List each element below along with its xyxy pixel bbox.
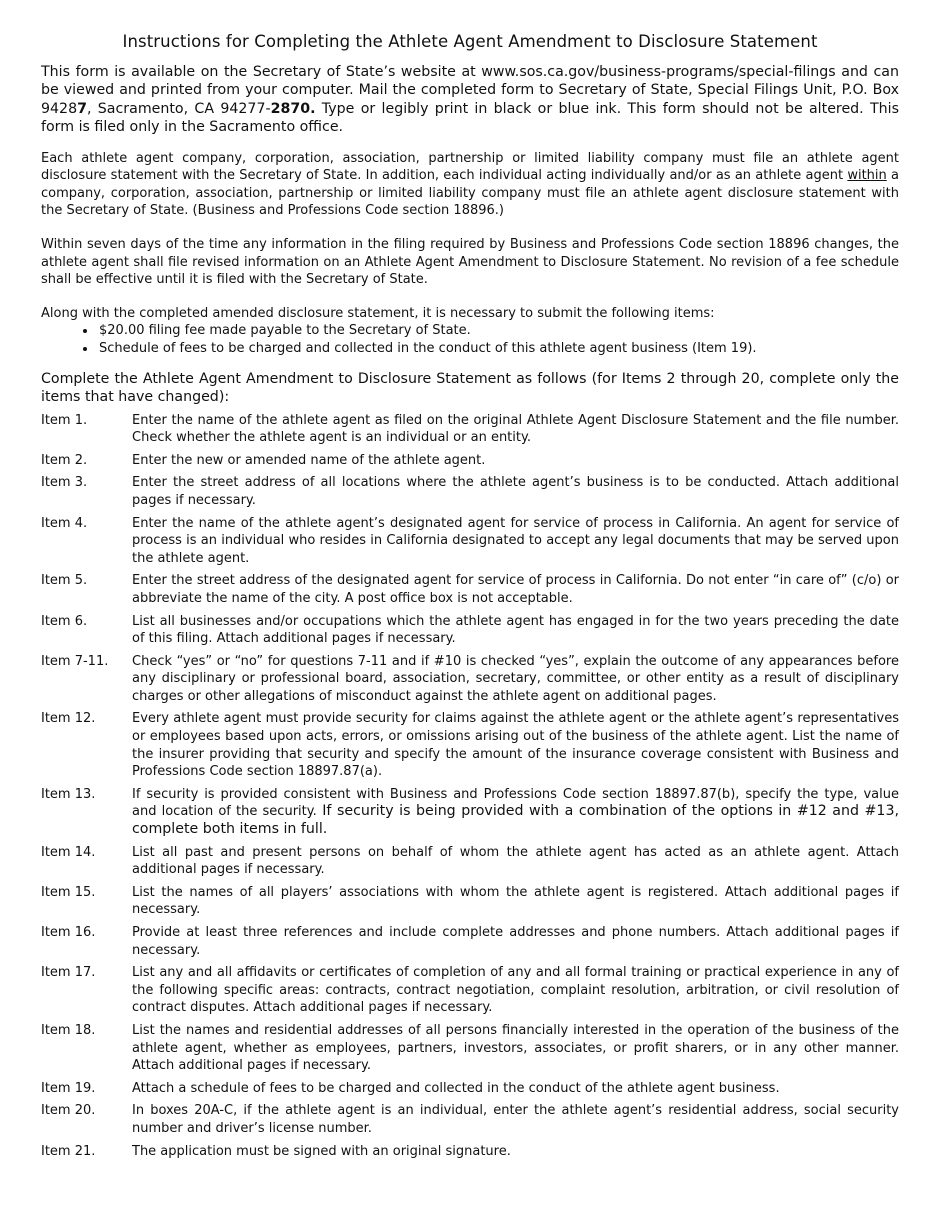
- item-number: Item 1.: [41, 412, 88, 428]
- item-instructions: [41, 412, 899, 1161]
- intro-text-3: Type or legibly print in black or blue ink. This form should not be altered. This form is filed only in the Sacramento office.: [41, 100, 899, 136]
- item-number: Item 5.: [41, 573, 88, 589]
- item-number: Item 18.: [41, 1022, 96, 1038]
- item-row: [41, 1022, 899, 1075]
- item-description: Enter the street address of all locations where the athlete agent’s business is to be conducted. Attach additional pages if necessary.: [132, 475, 899, 508]
- item-row: [41, 924, 899, 959]
- item-description: Enter the name of the athlete agent as filed on the original Athlete Agent Disclosure Statement and the file number. Check whether the athlete agent is an individual or an entity.: [132, 412, 899, 446]
- item-description: Enter the name of the athlete agent’s designated agent for service of process in California. An agent for service of process is an individual who resides in California designated to accept any legal documents that may be served upon the athlete agent.: [132, 515, 899, 566]
- item-row: [41, 613, 899, 648]
- item-description: Provide at least three references and include complete addresses and phone numbers. Attach additional pages if necessary.: [132, 925, 899, 958]
- item-row: [41, 1143, 899, 1161]
- para1-text-2: a company, corporation, association, partnership or limited liability company must file an athlete agent disclosure statement with the Secretary of State. (Business and Professions Code section 18896.): [41, 168, 899, 219]
- intro-text-1: This form is available on the Secretary of State’s website at www.sos.ca.gov/business-programs/special-filings and can be viewed and printed from your computer. Mail the completed form to Secretary of State, Special Filings Unit, P.O. Box 9428: [41, 64, 899, 117]
- item-row: [41, 710, 899, 780]
- item-row: [41, 1102, 899, 1137]
- item-number: Item 7-11.: [41, 653, 109, 669]
- para1-underlined: within: [847, 168, 887, 184]
- item-number: Item 19.: [41, 1080, 96, 1096]
- intro-paragraph: [41, 63, 899, 137]
- revision-paragraph: Within seven days of the time any information in the filing required by Business and Professions Code section 18896 changes, the athlete agent shall file revised information on an Athlete Agent Amendment to Disclosure Statement. No revision of a fee schedule shall be effective until it is filed with the Secretary of State.: [41, 237, 899, 288]
- submit-items-list: [41, 322, 899, 357]
- intro-bold-2: 2870.: [270, 100, 316, 117]
- item-13-text: If security is provided consistent with Business and Professions Code section 18897.87(b), specify the type, value and location of the security.: [132, 786, 899, 820]
- item-description: The application must be signed with an original signature.: [132, 1143, 511, 1159]
- item-number: Item 15.: [41, 884, 96, 900]
- item-row: [41, 844, 899, 879]
- item-number: Item 6.: [41, 613, 88, 629]
- item-number: Item 2.: [41, 452, 88, 468]
- item-row: [41, 474, 899, 509]
- item-number: Item 21.: [41, 1143, 96, 1159]
- item-description: List all past and present persons on behalf of whom the athlete agent has acted as an athlete agent. Attach additional pages if necessary.: [132, 844, 899, 878]
- item-number: Item 3.: [41, 475, 88, 491]
- complete-heading: Complete the Athlete Agent Amendment to Disclosure Statement as follows (for Items 2 through 20, complete only the items that have changed):: [41, 370, 899, 405]
- item-description: List all businesses and/or occupations which the athlete agent has engaged in for the two years preceding the date of this filing. Attach additional pages if necessary.: [132, 613, 899, 647]
- item-description: Enter the street address of the designated agent for service of process in California. Do not enter “in care of” (c/o) or abbreviate the name of the city. A post office box is not acceptable.: [132, 573, 899, 606]
- item-row: [41, 786, 899, 839]
- filing-requirement-paragraph: [41, 150, 899, 220]
- list-item: • Schedule of fees to be charged and collected in the conduct of this athlete agent business (Item 19).: [97, 340, 899, 358]
- item-number: Item 16.: [41, 925, 96, 940]
- item-13-text-large: If security is being provided with a combination of the options in #12 and #13, complete both items in full.: [132, 803, 899, 838]
- submit-items-paragraph: Along with the completed amended disclosure statement, it is necessary to submit the following items:: [41, 305, 715, 321]
- item-number: Item 14.: [41, 844, 96, 860]
- item-number: Item 12.: [41, 711, 96, 727]
- item-number: Item 20.: [41, 1103, 96, 1119]
- item-description: [132, 786, 899, 839]
- item-row: [41, 515, 899, 568]
- intro-text-2: , Sacramento, CA 94277-: [86, 100, 271, 117]
- list-item: • $20.00 filing fee made payable to the Secretary of State.: [97, 322, 899, 340]
- item-row: [41, 653, 899, 706]
- item-description: Every athlete agent must provide security for claims against the athlete agent or the athlete agent’s representatives or employees based upon acts, errors, or omissions arising out of the business of the athlete agent. List the name of the insurer providing that security and specify the amount of the insurance coverage consistent with Business and Professions Code section 18897.87(a).: [132, 711, 899, 780]
- item-number: Item 13.: [41, 786, 96, 802]
- item-description: Enter the new or amended name of the athlete agent.: [132, 452, 486, 468]
- item-number: Item 17.: [41, 965, 96, 981]
- item-row: [41, 412, 899, 447]
- item-description: Attach a schedule of fees to be charged and collected in the conduct of the athlete agent business.: [132, 1080, 780, 1096]
- page-title: Instructions for Completing the Athlete Agent Amendment to Disclosure Statement: [122, 32, 818, 51]
- item-description: In boxes 20A-C, if the athlete agent is an individual, enter the athlete agent’s residential address, social security number and driver’s license number.: [132, 1103, 899, 1136]
- item-row: [41, 1080, 899, 1098]
- para1-text-1: Each athlete agent company, corporation, association, partnership or limited liability company must file an athlete agent disclosure statement with the Secretary of State. In addition, each individual acting individually and/or as an athlete agent: [41, 150, 899, 184]
- item-description: Check “yes” or “no” for questions 7-11 and if #10 is checked “yes”, explain the outcome of any appearances before any disciplinary or professional board, association, secretary, committee, or other entity as a result of disciplinary charges or other allegations of misconduct against the athlete agent on additional pages.: [132, 653, 899, 704]
- item-number: Item 4.: [41, 515, 88, 531]
- item-row: [41, 452, 899, 470]
- item-row: [41, 964, 899, 1017]
- item-description: List the names and residential addresses of all persons financially interested in the operation of the business of the athlete agent, whether as employees, partners, investors, associates, or profit sharers, or in any other manner. Attach additional pages if necessary.: [132, 1022, 899, 1074]
- item-description: List any and all affidavits or certificates of completion of any and all formal training or practical experience in any of the following specific areas: contracts, contract negotiation, complaint resolution, arbitration, or civil resolution of contract disputes. Attach additional pages if necessary.: [132, 965, 899, 1016]
- item-row: [41, 884, 899, 919]
- intro-bold-1: 7: [77, 100, 87, 117]
- item-description: List the names of all players’ associations with whom the athlete agent is registered. Attach additional pages if necessary.: [132, 884, 899, 918]
- item-row: [41, 572, 899, 607]
